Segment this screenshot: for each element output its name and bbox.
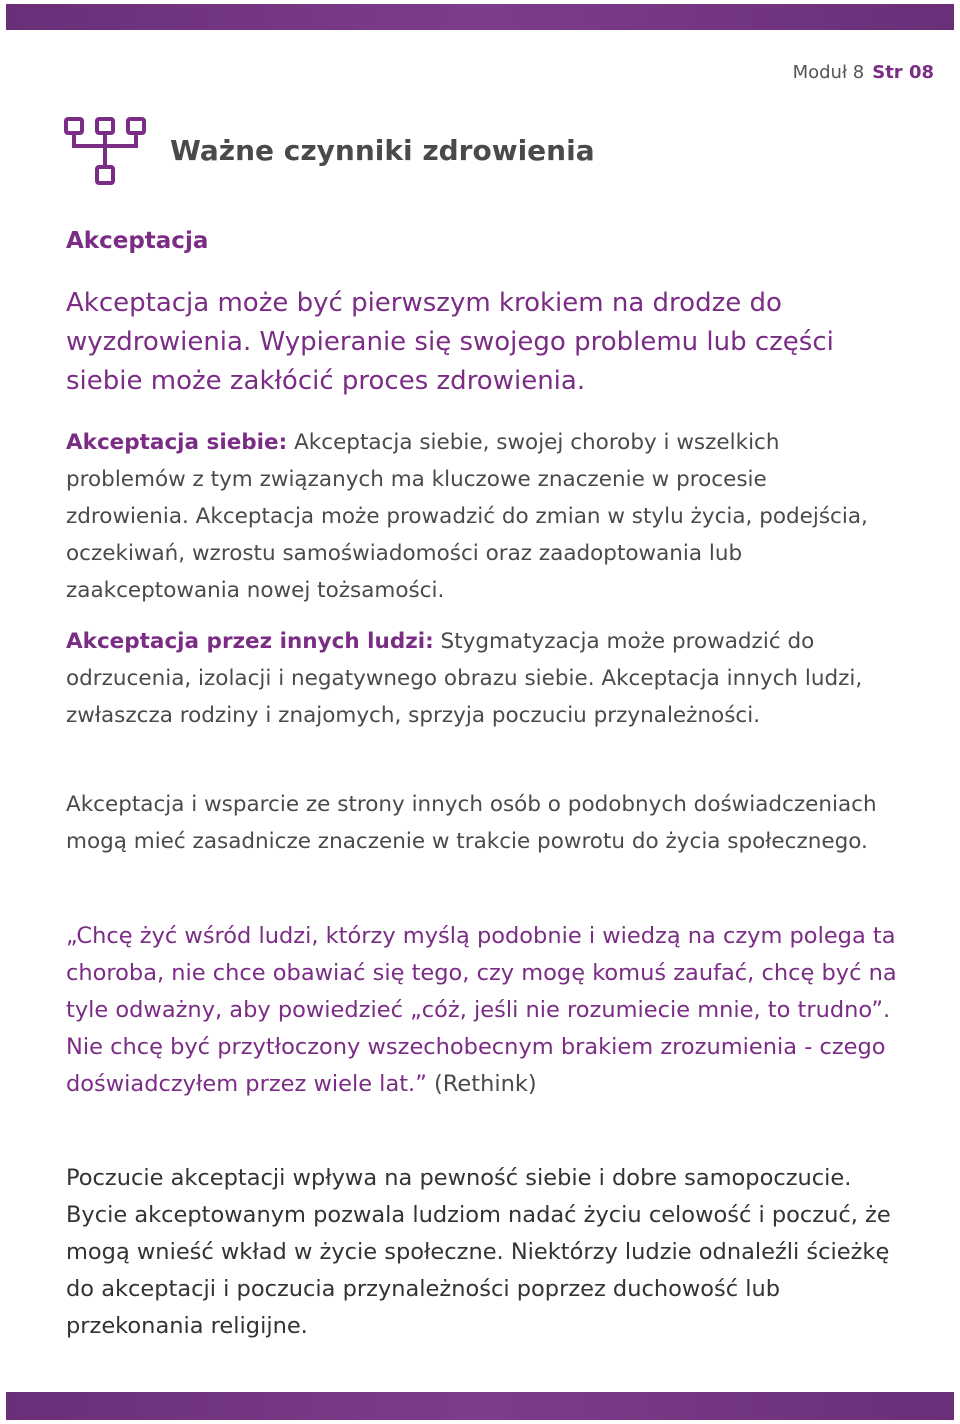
lead-paragraph: Akceptacja może być pierwszym krokiem na drodze do wyzdrowienia. Wypieranie się swojego problemu lub części siebie może zakłócić proces zdrowienia.	[66, 288, 834, 396]
self-acceptance-label: Akceptacja siebie:	[66, 430, 288, 455]
section-heading: Akceptacja	[66, 228, 209, 254]
others-acceptance-paragraph	[66, 623, 896, 734]
quote-text: „Chcę żyć wśród ludzi, którzy myślą podobnie i wiedzą na czym polega ta choroba, nie chce obawiać się tego, czy mogę komuś zaufać, chcę być na tyle odważny, aby powiedzieć „cóż, jeśli nie rozumiecie mnie, to trudno”. Nie chcę być przytłoczony wszechobecnym brakiem zrozumienia - czego doświadczyłem przez wiele lat.”	[66, 923, 897, 1097]
self-acceptance-paragraph	[66, 424, 896, 609]
page-number	[793, 62, 934, 83]
self-acceptance-text: Akceptacja siebie, swojej choroby i wszelkich problemów z tym związanych ma kluczowe znaczenie w procesie zdrowienia. Akceptacja może prowadzić do zmian w stylu życia, podejścia, oczekiwań, wzrostu samoświadomości oraz zaadoptowania lub zaakceptowania nowej tożsamości.	[66, 430, 868, 603]
quote-source: (Rethink)	[426, 1071, 537, 1097]
quote-block	[66, 918, 916, 1103]
hierarchy-tree-icon	[64, 117, 146, 187]
page-label: Str 08	[872, 62, 934, 83]
bottom-decorative-band	[6, 1392, 954, 1420]
top-decorative-band	[6, 4, 954, 30]
closing-paragraph: Poczucie akceptacji wpływa na pewność siebie i dobre samopoczucie. Bycie akceptowanym pozwala ludziom nadać życiu celowość i poczuć, że mogą wnieść wkład w życie społeczne. Niektórzy ludzie odnaleźli ścieżkę do akceptacji i poczucia przynależności poprzez duchowość lub przekonania religijne.	[66, 1165, 891, 1339]
page-title: Ważne czynniki zdrowienia	[170, 134, 595, 167]
support-paragraph: Akceptacja i wsparcie ze strony innych osób o podobnych doświadczeniach mogą mieć zasadnicze znaczenie w trakcie powrotu do życia społecznego.	[66, 792, 877, 854]
others-acceptance-label: Akceptacja przez innych ludzi:	[66, 629, 434, 654]
module-label: Moduł 8	[792, 62, 865, 83]
others-acceptance-text: Stygmatyzacja może prowadzić do odrzucenia, izolacji i negatywnego obrazu siebie. Akceptacja innych ludzi, zwłaszcza rodziny i znajomych, sprzyja poczuciu przynależności.	[66, 629, 863, 728]
